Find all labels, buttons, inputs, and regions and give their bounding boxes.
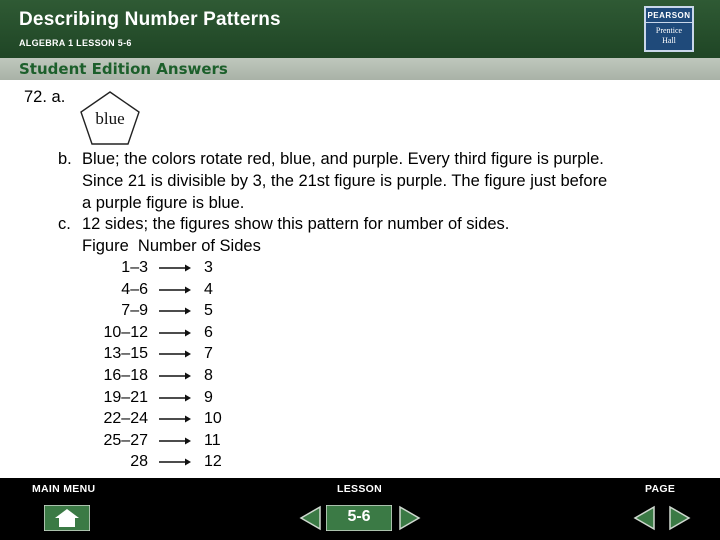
figure-range: 1–3 xyxy=(121,259,148,276)
table-row xyxy=(60,302,260,324)
side-count: 3 xyxy=(204,259,213,276)
side-count: 4 xyxy=(204,280,213,298)
right-arrow-icon xyxy=(158,411,192,427)
side-count: 8 xyxy=(204,367,213,384)
home-icon xyxy=(44,505,90,531)
lesson-next-button[interactable] xyxy=(398,505,422,531)
side-count: 10 xyxy=(204,410,222,428)
right-arrow-icon xyxy=(158,368,192,384)
logo-line1: Prentice xyxy=(655,26,683,35)
right-arrow-icon xyxy=(158,282,192,298)
table-row xyxy=(60,345,260,367)
left-arrow-icon xyxy=(632,505,656,531)
page-next-button[interactable] xyxy=(668,505,692,531)
answer-number: 72. a. xyxy=(24,88,66,106)
right-arrow-icon xyxy=(158,303,192,319)
figure-range: 10–12 xyxy=(103,323,148,341)
table-row xyxy=(60,367,260,389)
right-arrow-icon xyxy=(398,505,422,531)
lesson-number-button[interactable] xyxy=(326,505,392,531)
lesson-prev-button[interactable] xyxy=(298,505,322,531)
right-arrow-icon xyxy=(158,454,192,470)
logo-top-text: PEARSON xyxy=(646,8,692,23)
section-label: Student Edition Answers xyxy=(19,60,228,78)
figure-range: 19–21 xyxy=(103,388,148,406)
right-arrow-icon xyxy=(158,433,192,449)
part-b-line-2: Since 21 is divisible by 3, the 21st figure is purple. The figure just before xyxy=(82,172,608,190)
left-arrow-icon xyxy=(298,505,322,531)
right-arrow-icon xyxy=(668,505,692,531)
right-arrow-icon xyxy=(158,346,192,362)
page-title: Describing Number Patterns xyxy=(19,9,281,30)
figure-range: 22–24 xyxy=(103,410,148,428)
header-bar xyxy=(0,0,720,58)
side-count: 5 xyxy=(204,302,213,320)
figure-range: 25–27 xyxy=(103,431,148,449)
pentagon-figure xyxy=(78,89,142,147)
right-arrow-icon xyxy=(158,390,192,406)
logo-line2: Hall xyxy=(662,36,676,45)
part-b-label: b. xyxy=(58,150,72,168)
home-button[interactable] xyxy=(44,505,90,531)
section-band xyxy=(0,58,720,80)
publisher-logo xyxy=(644,6,694,52)
part-c-line: 12 sides; the figures show this pattern for number of sides. xyxy=(82,215,510,233)
side-count: 11 xyxy=(204,431,221,449)
figure-range: 28 xyxy=(130,453,148,471)
footer-nav xyxy=(0,478,720,540)
side-count: 12 xyxy=(204,453,222,471)
right-arrow-icon xyxy=(158,260,192,276)
pentagon-label: blue xyxy=(95,109,125,128)
part-b-line-1: Blue; the colors rotate red, blue, and purple. Every third figure is purple. xyxy=(82,150,604,168)
table-row xyxy=(60,410,260,432)
part-c-label: c. xyxy=(58,215,71,233)
table-row xyxy=(60,259,260,281)
table-row xyxy=(60,324,260,346)
figure-range: 4–6 xyxy=(121,280,148,298)
table-header: Figure Number of Sides xyxy=(82,237,261,255)
table-row xyxy=(60,389,260,411)
figure-range: 16–18 xyxy=(103,367,148,384)
page-prev-button[interactable] xyxy=(632,505,656,531)
lesson-subtitle: ALGEBRA 1 LESSON 5-6 xyxy=(19,38,132,48)
table-row xyxy=(60,432,260,454)
table-row xyxy=(60,453,260,475)
page-label: PAGE xyxy=(645,483,676,495)
part-b-line-3: a purple figure is blue. xyxy=(82,194,245,212)
side-count: 7 xyxy=(204,345,213,363)
side-count: 9 xyxy=(204,388,213,406)
figure-range: 13–15 xyxy=(103,345,148,363)
main-menu-label: MAIN MENU xyxy=(32,483,96,495)
table-row xyxy=(60,281,260,303)
side-count: 6 xyxy=(204,323,213,341)
lesson-number: 5-6 xyxy=(347,508,371,525)
right-arrow-icon xyxy=(158,325,192,341)
lesson-label: LESSON xyxy=(337,483,382,495)
figure-range: 7–9 xyxy=(121,302,148,320)
